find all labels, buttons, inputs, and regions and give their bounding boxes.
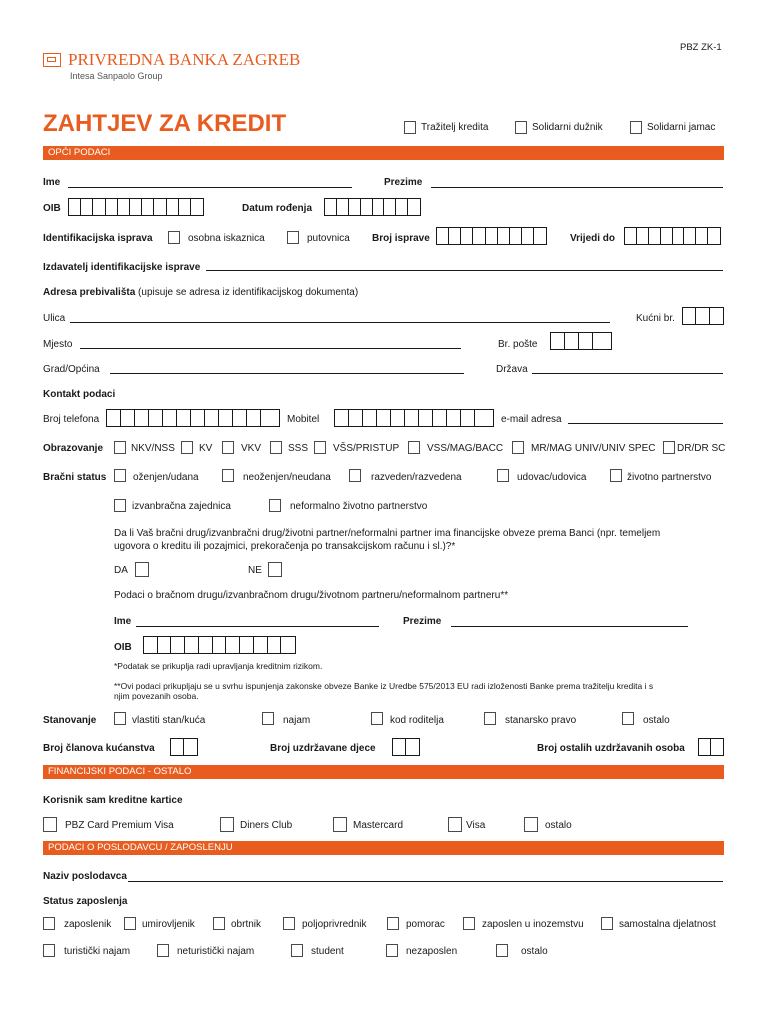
marital-option: razveden/razvedena (371, 472, 462, 483)
partner-oib-label: OIB (114, 642, 132, 653)
partner-last-name-label: Prezime (403, 616, 442, 627)
role-checkbox[interactable] (515, 121, 527, 134)
phone-field[interactable] (106, 409, 280, 427)
status-option: pomorac (406, 919, 445, 930)
page-title: ZAHTJEV ZA KREDIT (43, 110, 287, 137)
issuer-field[interactable] (206, 270, 723, 271)
passport-label: putovnica (307, 233, 350, 244)
footnote-1: *Podatak se prikuplja radi upravljanja kreditnim rizikom. (114, 661, 323, 671)
card-checkbox[interactable] (43, 817, 57, 832)
partner-question-line2: ugovora o kreditu ili pozajmici, prekoračenja po transakcijskom računu i sl.)?* (114, 541, 456, 552)
housing-checkbox[interactable] (262, 712, 274, 725)
marital-option: životno partnerstvo (627, 472, 712, 483)
household-members-label: Broj članova kućanstva (43, 743, 155, 754)
oib-label: OIB (43, 203, 61, 214)
other-dependents-field[interactable] (698, 738, 724, 756)
marital-checkbox[interactable] (349, 469, 361, 482)
birth-date-label: Datum rođenja (242, 203, 313, 214)
yes-label: DA (114, 565, 128, 576)
section-header-employer: PODACI O POSLODAVCU / ZAPOSLENJU (43, 841, 724, 855)
house-no-label: Kućni br. (636, 313, 675, 324)
role-label: Solidarni jamac (647, 122, 716, 133)
education-option: VSS/MAG/BACC (427, 443, 504, 454)
status-title: Status zaposlenja (43, 896, 128, 907)
education-option: VKV (241, 443, 262, 454)
status-checkbox[interactable] (157, 944, 169, 957)
status-option: neturistički najam (177, 946, 255, 957)
partner-first-name-field[interactable] (136, 626, 379, 627)
card-option: Diners Club (240, 820, 293, 831)
last-name-field[interactable] (431, 187, 723, 188)
marital-option: oženjen/udana (133, 472, 199, 483)
education-option: SSS (288, 443, 309, 454)
place-field[interactable] (80, 348, 461, 349)
city-label: Grad/Općina (43, 364, 100, 375)
status-option: ostalo (521, 946, 548, 957)
marital-checkbox[interactable] (610, 469, 622, 482)
education-checkbox[interactable] (512, 441, 524, 454)
card-option: Mastercard (353, 820, 404, 831)
education-checkbox[interactable] (181, 441, 193, 454)
no-checkbox[interactable] (268, 562, 282, 577)
marital-checkbox[interactable] (114, 469, 126, 482)
form-code: PBZ ZK-1 (680, 42, 722, 53)
status-checkbox[interactable] (291, 944, 303, 957)
housing-checkbox[interactable] (371, 712, 383, 725)
status-option: umirovljenik (142, 919, 195, 930)
employer-name-label: Naziv poslodavca (43, 871, 127, 882)
issuer-label: Izdavatelj identifikacijske isprave (43, 262, 201, 273)
status-checkbox[interactable] (496, 944, 508, 957)
status-option: poljoprivrednik (302, 919, 367, 930)
marital-checkbox[interactable] (269, 499, 281, 512)
other-dependents-label: Broj ostalih uzdržavanih osoba (537, 743, 685, 754)
education-checkbox[interactable] (270, 441, 282, 454)
street-field[interactable] (70, 322, 610, 323)
partner-last-name-field[interactable] (451, 626, 688, 627)
role-checkbox[interactable] (404, 121, 416, 134)
bank-logo-icon (43, 53, 61, 67)
education-checkbox[interactable] (408, 441, 420, 454)
status-option: student (311, 946, 344, 957)
house-no-field[interactable] (682, 307, 724, 325)
card-checkbox[interactable] (448, 817, 462, 832)
card-option: Visa (466, 820, 486, 831)
address-title-text: Adresa prebivališta (43, 287, 136, 298)
housing-option: kod roditelja (390, 715, 444, 726)
education-checkbox[interactable] (222, 441, 234, 454)
bank-name: PRIVREDNA BANKA ZAGREB (68, 50, 301, 69)
mobile-label: Mobitel (287, 414, 320, 425)
oib-field[interactable] (68, 198, 204, 216)
role-checkbox[interactable] (630, 121, 642, 134)
partner-title: Podaci o bračnom drugu/izvanbračnom drugu/životnom partneru/neformalnom partneru** (114, 590, 509, 601)
education-option: NKV/NSS (131, 443, 175, 454)
passport-checkbox[interactable] (287, 231, 299, 244)
phone-label: Broj telefona (43, 414, 100, 425)
status-option: zaposlen u inozemstvu (482, 919, 584, 930)
email-label: e-mail adresa (501, 414, 562, 425)
email-field[interactable] (568, 423, 723, 424)
no-label: NE (248, 565, 262, 576)
card-checkbox[interactable] (524, 817, 538, 832)
housing-checkbox[interactable] (114, 712, 126, 725)
card-option: ostalo (545, 820, 572, 831)
housing-option: stanarsko pravo (505, 715, 577, 726)
card-checkbox[interactable] (333, 817, 347, 832)
group-name: Intesa Sanpaolo Group (70, 71, 163, 81)
role-label: Solidarni dužnik (532, 122, 603, 133)
housing-option: najam (283, 715, 311, 726)
status-checkbox[interactable] (43, 944, 55, 957)
address-note: (upisuje se adresa iz identifikacijskog dokumenta) (138, 287, 359, 298)
doc-number-label: Broj isprave (372, 233, 430, 244)
education-checkbox[interactable] (314, 441, 326, 454)
housing-label: Stanovanje (43, 715, 97, 726)
status-checkbox[interactable] (124, 917, 136, 930)
education-label: Obrazovanje (43, 443, 104, 454)
status-checkbox[interactable] (463, 917, 475, 930)
partner-question-line1: Da li Vaš bračni drug/izvanbračni drug/životni partner/neformalni partner ima financijske obveze prema Banci (npr. temeljem (114, 528, 661, 539)
status-option: obrtnik (231, 919, 262, 930)
partner-oib-field[interactable] (143, 636, 296, 654)
marital-checkbox[interactable] (497, 469, 509, 482)
id-card-label: osobna iskaznica (188, 233, 265, 244)
card-title: Korisnik sam kreditne kartice (43, 795, 183, 806)
education-option: DR/DR SC (677, 443, 726, 454)
section-header-financial: FINANCIJSKI PODACI - OSTALO (43, 765, 724, 779)
status-checkbox[interactable] (387, 917, 399, 930)
housing-checkbox[interactable] (622, 712, 634, 725)
first-name-field[interactable] (68, 187, 352, 188)
postal-no-field[interactable] (550, 332, 612, 350)
status-option: zaposlenik (64, 919, 112, 930)
yes-checkbox[interactable] (135, 562, 149, 577)
card-checkbox[interactable] (220, 817, 234, 832)
marital-checkbox[interactable] (222, 469, 234, 482)
status-option: samostalna djelatnost (619, 919, 716, 930)
education-checkbox[interactable] (114, 441, 126, 454)
section-header-general: OPĆI PODACI (43, 146, 724, 160)
birth-date-field[interactable] (324, 198, 421, 216)
footnote-2-cont: njim povezanih osoba. (114, 691, 199, 701)
contact-title: Kontakt podaci (43, 389, 116, 400)
status-checkbox[interactable] (386, 944, 398, 957)
status-checkbox[interactable] (283, 917, 295, 930)
marital-checkbox[interactable] (114, 499, 126, 512)
city-field[interactable] (110, 373, 464, 374)
footnote-2: **Ovi podaci prikupljaju se u svrhu ispunjenja zakonske obveze Banke iz Uredbe 575/2013 EU radi izloženosti Banke prema tražitelju kredita i s (114, 681, 654, 691)
doc-number-field[interactable] (436, 227, 547, 245)
education-option: MR/MAG UNIV/UNIV SPEC (531, 443, 656, 454)
id-document-label: Identifikacijska isprava (43, 233, 153, 244)
street-label: Ulica (43, 313, 66, 324)
education-checkbox[interactable] (663, 441, 675, 454)
role-label: Tražitelj kredita (421, 122, 489, 133)
housing-option: ostalo (643, 715, 670, 726)
status-option: turistički najam (64, 946, 131, 957)
valid-to-field[interactable] (624, 227, 721, 245)
housing-option: vlastiti stan/kuća (132, 715, 206, 726)
id-card-checkbox[interactable] (168, 231, 180, 244)
status-checkbox[interactable] (213, 917, 225, 930)
marital-option: neformalno životno partnerstvo (290, 501, 428, 512)
housing-checkbox[interactable] (484, 712, 496, 725)
marital-option: izvanbračna zajednica (132, 501, 231, 512)
card-option: PBZ Card Premium Visa (65, 820, 174, 831)
first-name-label: Ime (43, 177, 61, 188)
dependent-children-label: Broj uzdržavane djece (270, 743, 376, 754)
mobile-field[interactable] (334, 409, 494, 427)
marital-label: Bračni status (43, 472, 107, 483)
last-name-label: Prezime (384, 177, 423, 188)
status-checkbox[interactable] (601, 917, 613, 930)
valid-to-label: Vrijedi do (570, 233, 616, 244)
place-label: Mjesto (43, 339, 73, 350)
country-label: Država (496, 364, 528, 375)
education-option: KV (199, 443, 213, 454)
marital-option: udovac/udovica (517, 472, 587, 483)
status-checkbox[interactable] (43, 917, 55, 930)
address-title (43, 287, 358, 298)
education-option: VŠS/PRISTUP (333, 443, 400, 454)
marital-option: neoženjen/neudana (243, 472, 331, 483)
postal-no-label: Br. pošte (498, 339, 538, 350)
employer-name-field[interactable] (128, 881, 723, 882)
status-option: nezaposlen (406, 946, 458, 957)
country-field[interactable] (532, 373, 723, 374)
partner-first-name-label: Ime (114, 616, 132, 627)
dependent-children-field[interactable] (392, 738, 420, 756)
household-members-field[interactable] (170, 738, 198, 756)
